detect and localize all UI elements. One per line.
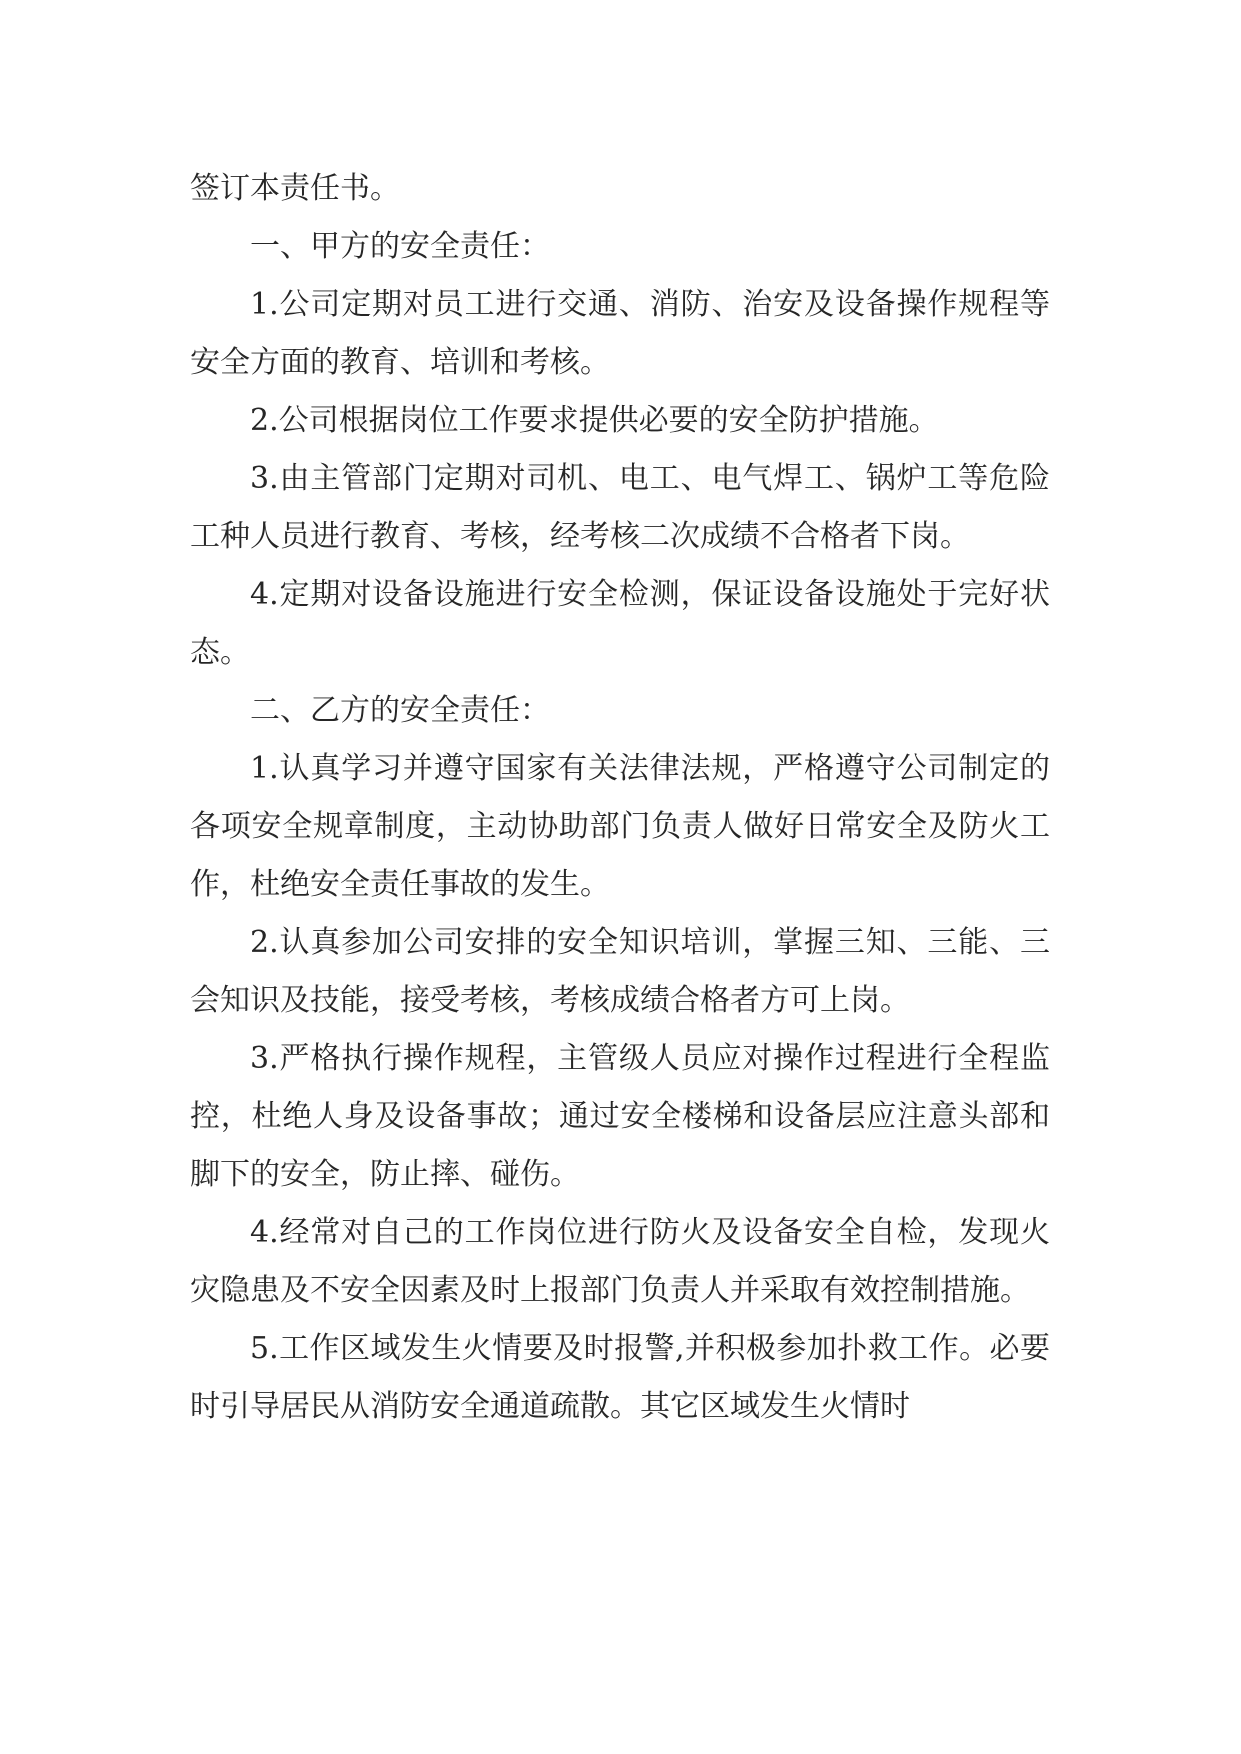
party-a-item-1: 1.公司定期对员工进行交通、消防、治安及设备操作规程等安全方面的教育、培训和考核。 <box>190 287 1050 380</box>
party-b-item-4: 4.经常对自己的工作岗位进行防火及设备安全自检，发现火灾隐患及不安全因素及时上报部门负责人并采取有效控制措施。 <box>190 1215 1050 1308</box>
party-a-item-2: 2.公司根据岗位工作要求提供必要的安全防护措施。 <box>250 403 939 438</box>
party-b-item-5: 5.工作区域发生火情要及时报警,并积极参加扑救工作。必要时引导居民从消防安全通道疏散。其它区域发生火情时 <box>190 1331 1050 1424</box>
paragraph-intro-end: 签订本责任书。 <box>190 171 400 206</box>
party-a-item-4: 4.定期对设备设施进行安全检测，保证设备设施处于完好状态。 <box>190 577 1050 670</box>
section-heading-party-b: 二、乙方的安全责任： <box>250 693 550 728</box>
party-b-item-3: 3.严格执行操作规程，主管级人员应对操作过程进行全程监控，杜绝人身及设备事故；通过安全楼梯和设备层应注意头部和脚下的安全，防止摔、碰伤。 <box>190 1041 1050 1192</box>
party-a-item-3: 3.由主管部门定期对司机、电工、电气焊工、锅炉工等危险工种人员进行教育、考核，经考核二次成绩不合格者下岗。 <box>190 461 1050 554</box>
party-b-item-2: 2.认真参加公司安排的安全知识培训，掌握三知、三能、三会知识及技能，接受考核，考核成绩合格者方可上岗。 <box>190 925 1050 1018</box>
section-heading-party-a: 一、甲方的安全责任： <box>250 229 550 264</box>
document-body <box>190 160 1050 1436</box>
party-b-item-1: 1.认真学习并遵守国家有关法律法规，严格遵守公司制定的各项安全规章制度，主动协助部门负责人做好日常安全及防火工作，杜绝安全责任事故的发生。 <box>190 751 1050 902</box>
